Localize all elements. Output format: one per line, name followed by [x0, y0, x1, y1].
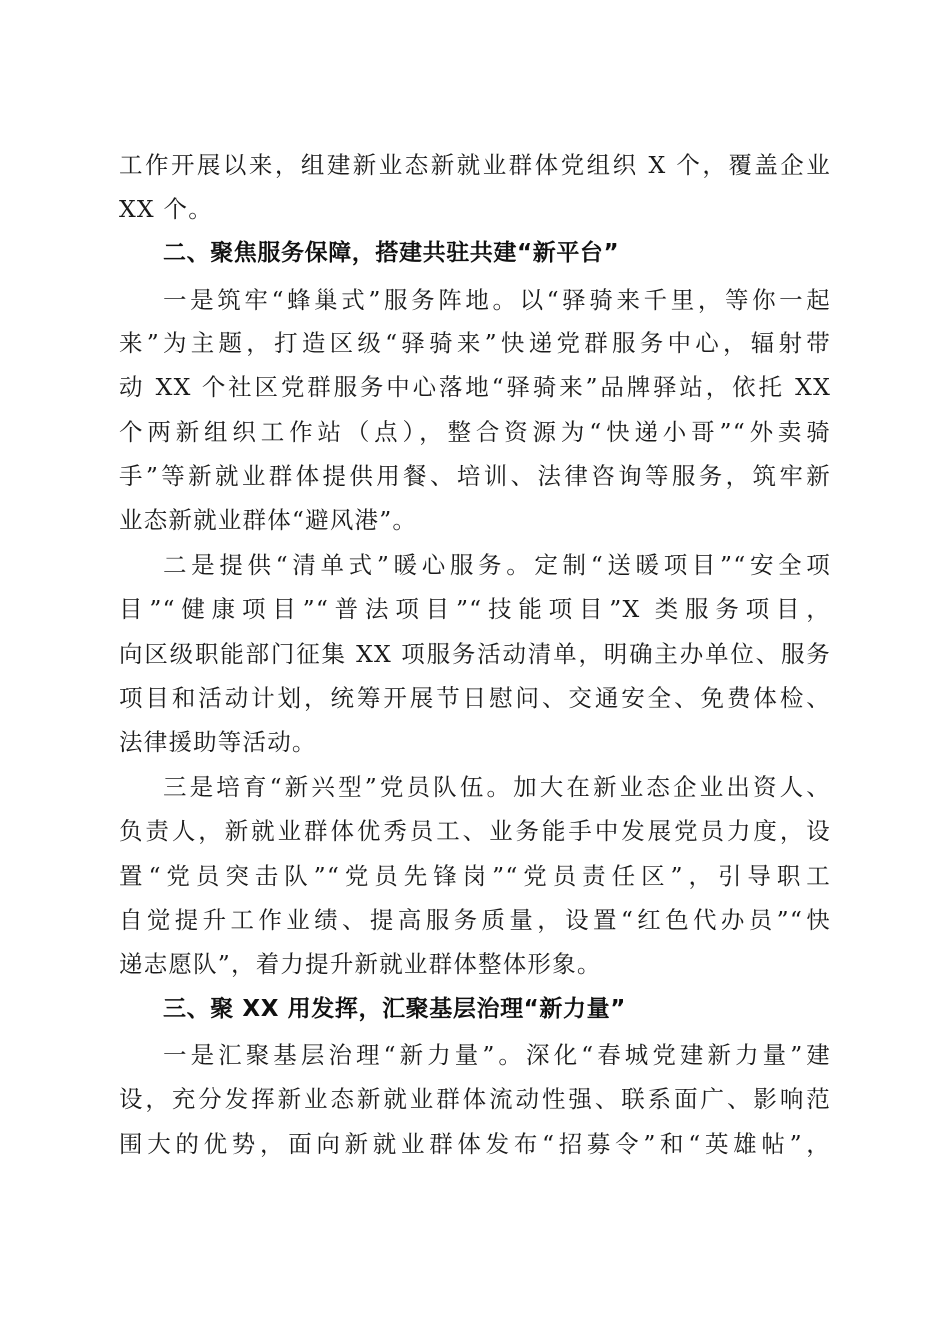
body-text-line: 来”为主题，打造区级“驿骑来”快递党群服务中心，辐射带	[119, 329, 831, 357]
paragraph-first-line: 一是筑牢“蜂巢式”服务阵地。以“驿骑来千里，等你一起	[163, 286, 831, 314]
body-text-line: 手”等新就业群体提供用餐、培训、法律咨询等服务，筑牢新	[119, 462, 831, 490]
paragraph-first-line: 三是培育“新兴型”党员队伍。加大在新业态企业出资人、	[163, 773, 831, 801]
body-text-line: 目”“健康项目”“普法项目”“技能项目”X 类服务项目，	[119, 595, 831, 623]
body-text-line: 业态新就业群体“避风港”。	[119, 506, 418, 534]
body-text-line: 递志愿队”，着力提升新就业群体整体形象。	[119, 950, 602, 978]
body-text-line: 围大的优势，面向新就业群体发布“招募令”和“英雄帖”，	[119, 1130, 831, 1158]
paragraph-first-line: 二是提供“清单式”暖心服务。定制“送暖项目”“安全项	[163, 551, 831, 579]
body-text-line: 法律援助等活动。	[119, 728, 317, 756]
body-text-line: 负责人，新就业群体优秀员工、业务能手中发展党员力度，设	[119, 817, 831, 845]
body-text-line: 向区级职能部门征集 XX 项服务活动清单，明确主办单位、服务	[119, 640, 831, 668]
section-heading-2: 二、聚焦服务保障，搭建共驻共建“新平台”	[163, 240, 620, 266]
body-text-line: 项目和活动计划，统筹开展节日慰问、交通安全、免费体检、	[119, 684, 831, 712]
paragraph-first-line: 一是汇聚基层治理“新力量”。深化“春城党建新力量”建	[163, 1041, 831, 1069]
body-text-line: 设，充分发挥新业态新就业群体流动性强、联系面广、影响范	[119, 1085, 831, 1113]
body-text-line: 动 XX 个社区党群服务中心落地“驿骑来”品牌驿站，依托 XX	[119, 373, 831, 401]
body-text-line: 自觉提升工作业绩、提高服务质量，设置“红色代办员”“快	[119, 906, 831, 934]
body-text-line: 置“党员突击队”“党员先锋岗”“党员责任区”，引导职工	[119, 862, 831, 890]
body-text-line: 工作开展以来，组建新业态新就业群体党组织 X 个，覆盖企业	[119, 151, 831, 179]
body-text-line: 个两新组织工作站（点），整合资源为“快递小哥”“外卖骑	[119, 418, 831, 446]
section-heading-3: 三、聚 XX 用发挥，汇聚基层治理“新力量”	[163, 996, 626, 1022]
body-text-line: XX 个。	[119, 195, 213, 223]
